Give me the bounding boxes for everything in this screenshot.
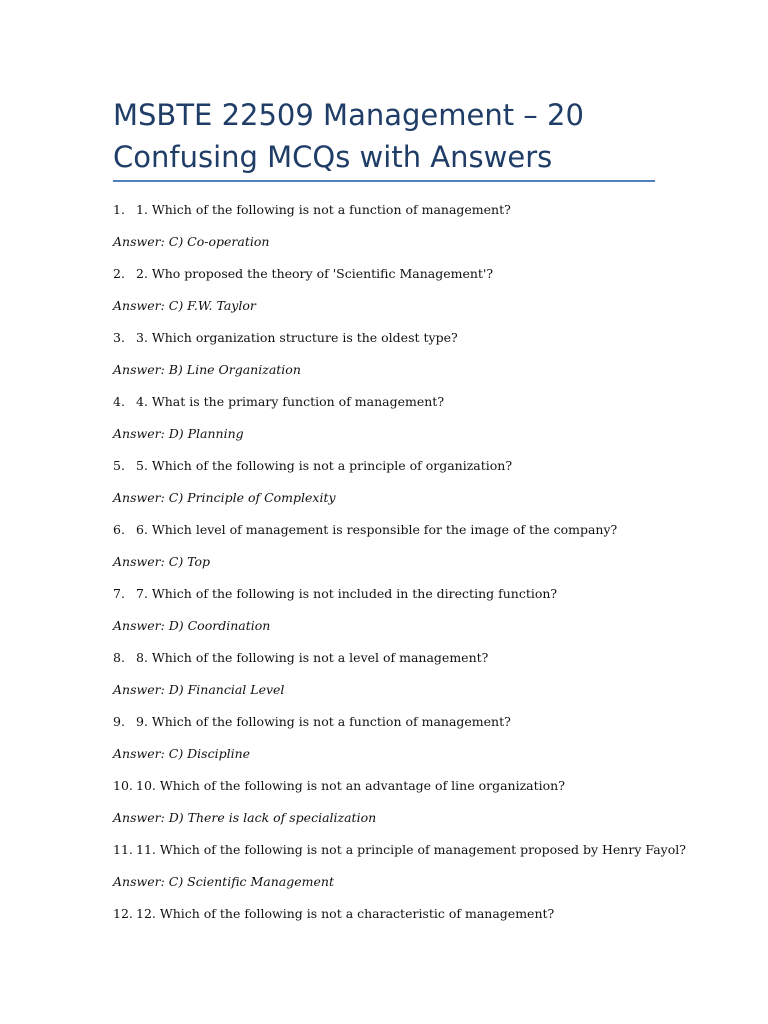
mcq-item [113, 200, 673, 264]
question-number: 5. [113, 458, 125, 473]
answer-text: Answer: D) Financial Level [113, 682, 285, 697]
question-number: 12. [113, 906, 133, 921]
question-line [113, 712, 673, 744]
question-number: 4. [113, 394, 125, 409]
question-text: 6. Which level of management is responsible for the image of the company? [136, 522, 618, 537]
question-line [113, 392, 673, 424]
mcq-item [113, 776, 673, 840]
question-line [113, 776, 673, 808]
question-text: 2. Who proposed the theory of 'Scientific Management'? [136, 266, 494, 281]
answer-text: Answer: C) Scientific Management [113, 874, 334, 889]
mcq-item [113, 392, 673, 456]
answer-text: Answer: D) Planning [113, 426, 244, 441]
mcq-item [113, 712, 673, 776]
answer-text: Answer: C) Co-operation [113, 234, 270, 249]
question-text: 9. Which of the following is not a function of management? [136, 714, 511, 729]
answer-text: Answer: D) Coordination [113, 618, 271, 633]
answer-text: Answer: C) Top [113, 554, 211, 569]
question-text: 5. Which of the following is not a principle of organization? [136, 458, 513, 473]
answer-text: Answer: C) F.W. Taylor [113, 298, 256, 313]
question-number: 9. [113, 714, 125, 729]
question-number: 10. [113, 778, 133, 793]
mcq-item [113, 904, 673, 936]
answer-text: Answer: C) Discipline [113, 746, 251, 761]
question-line [113, 648, 673, 680]
question-number: 2. [113, 266, 125, 281]
question-line [113, 904, 673, 936]
mcq-item [113, 456, 673, 520]
mcq-item [113, 840, 686, 904]
question-text: 10. Which of the following is not an advantage of line organization? [136, 778, 565, 793]
question-line [113, 264, 673, 296]
question-text: 8. Which of the following is not a level of management? [136, 650, 489, 665]
question-text: 1. Which of the following is not a function of management? [136, 202, 511, 217]
question-number: 1. [113, 202, 125, 217]
answer-text: Answer: B) Line Organization [113, 362, 301, 377]
mcq-item [113, 520, 673, 584]
question-number: 8. [113, 650, 125, 665]
question-number: 6. [113, 522, 125, 537]
question-number: 11. [113, 842, 133, 857]
question-number: 7. [113, 586, 125, 601]
document-title: MSBTE 22509 Management – 20 Confusing MCQs with Answers [113, 98, 584, 174]
question-line [113, 200, 673, 232]
question-text: 3. Which organization structure is the oldest type? [136, 330, 458, 345]
question-line [113, 840, 686, 872]
question-line [113, 584, 673, 616]
question-number: 3. [113, 330, 125, 345]
question-text: 12. Which of the following is not a characteristic of management? [136, 906, 555, 921]
mcq-item [113, 584, 673, 648]
question-text: 4. What is the primary function of management? [136, 394, 445, 409]
question-line [113, 520, 673, 552]
question-text: 11. Which of the following is not a principle of management proposed by Henry Fayol? [136, 842, 686, 857]
title-underline [113, 180, 655, 182]
answer-text: Answer: D) There is lack of specialization [113, 810, 377, 825]
mcq-item [113, 648, 673, 712]
question-text: 7. Which of the following is not included in the directing function? [136, 586, 558, 601]
question-line [113, 456, 673, 488]
mcq-item [113, 264, 673, 328]
answer-text: Answer: C) Principle of Complexity [113, 490, 336, 505]
mcq-item [113, 328, 673, 392]
mcq-list [113, 200, 686, 936]
question-line [113, 328, 673, 360]
